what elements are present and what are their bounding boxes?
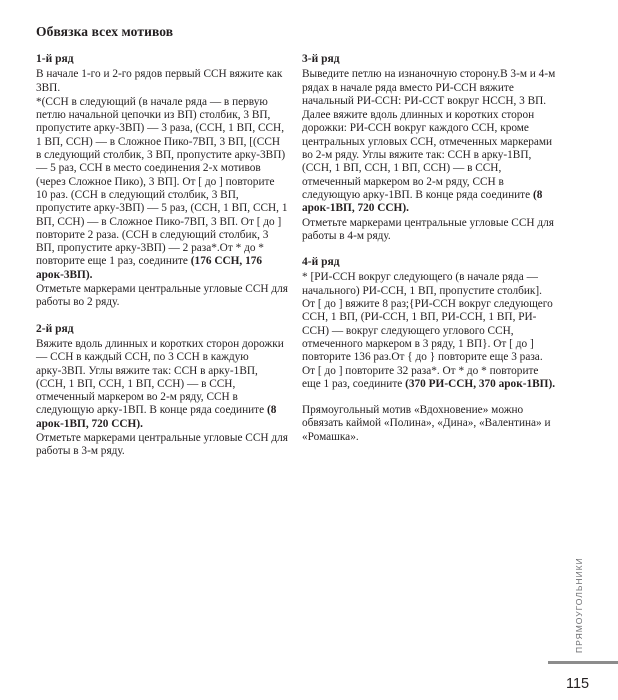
row-3-paragraph: Отметьте маркерами центральные угловые ССН для работы в 4-м ряду. [302,216,554,242]
paragraph-text: *(ССН в следующий (в начале ряда — в первую петлю начальной цепочки из ВП) столбик, 3 ВП, пропустите арку-3ВП) — 3 раза, (ССН, 1 ВП, ССН, 1 ВП, ССН) — в Сложное Пико-7ВП, 3 ВП, [(ССН в следующий столбик, 3 ВП, пропустите арку-3ВП) — 5 раз, ССН в место соединения 2-х мотивов (через Сложное Пико), 3 ВП]. От [ до ] повторите 10 раз. (ССН в следующий столбик, 3 ВП, пропустите арку-3ВП) — 5 раз, (ССН, 1 ВП, ССН, 1 ВП, ССН) — в Сложное Пико-7ВП, 3 ВП. От [ до ] повторите 2 раза. (ССН в следующий столбик, 3 ВП, пропустите арку-3ВП) — 2 раза*.От * до * повторите еще 1 раз, соедините [36,95,288,268]
row-1-section [36,53,288,310]
row-4-heading: 4-й ряд [302,256,340,269]
row-3-paragraph [302,109,556,215]
note-paragraph: Прямоугольный мотив «Вдохновение» можно обвязать каймой «Полина», «Дина», «Валентина» и «Ромашка». [302,404,551,443]
row-1-heading: 1-й ряд [36,53,74,65]
paragraph-text: * [РИ-ССН вокруг следующего (в начале ряда — начального) РИ-ССН, 1 ВП, пропустите столбик]. От [ до ] вяжите 8 раз;{РИ-ССН вокруг следующего ССН, 1 ВП, (РИ-ССН, 1 ВП, РИ-ССН, 1 ВП, РИ-ССН) — вокруг следующего углового ССН, отмеченного маркером в 3 ряду, 1 ВП}. От [ до ] повторите 136 раз.От { до } повторите еще 3 раза. От [ до ] повторите 32 раза*. От * до * повторите еще 1 раз, соедините [302,271,553,390]
row-2-heading: 2-й ряд [36,322,74,335]
page-number: 115 [566,676,590,692]
row-2-paragraph: Отметьте маркерами центральные угловые ССН для работы в 3-м ряду. [36,432,288,458]
stitch-count: (370 РИ-ССН, 370 арок-1ВП). [405,377,556,390]
row-1-paragraph: Отметьте маркерами центральные угловые ССН для работы во 2 ряду. [36,283,288,309]
paragraph-text: Далее вяжите вдоль длинных и коротких сторон дорожки: РИ-ССН вокруг каждого ССН, кроме центральных угловых ССН, отмеченных маркерами во 2-м ряду. Углы вяжите так: ССН в арку-1ВП, (ССН, 1 ВП, ССН, 1 ВП, ССН) — в ССН, отмеченный маркером во 2-м ряду, ССН в следующую арку-1ВП. В конце ряда соедините [302,109,553,201]
stitch-count: (8 арок-1ВП, 720 ССН). [36,404,277,430]
row-2-section [36,323,288,459]
stitch-count: (8 арок-1ВП, 720 ССН). [302,188,543,215]
left-column [36,53,288,472]
page-title: Обвязка всех мотивов [36,24,174,39]
row-3-paragraph: Выведите петлю на изнаночную сторону.В 3-м и 4-м рядах в начале ряда вместо РИ-ССН вяжите начальный РИ-ССН: РИ-ССТ вокруг НССН, 3 ВП. [302,68,556,107]
row-4-paragraph [302,271,556,391]
row-2-paragraph [36,338,288,431]
stitch-count: (176 ССН, 176 арок-3ВП). [36,255,263,281]
row-1-paragraph [36,96,288,282]
row-3-heading: 3-й ряд [302,53,340,65]
row-3-section [302,53,556,243]
chapter-side-label: ПРЯМОУГОЛЬНИКИ [574,557,584,653]
row-1-paragraph: В начале 1-го и 2-го рядов первый ССН вяжите как 3ВП. [36,68,283,94]
page-number-rule [548,661,618,664]
row-4-section [302,256,556,391]
note-section [302,404,556,444]
right-column [302,53,556,457]
paragraph-text: Вяжите вдоль длинных и коротких сторон дорожки — ССН в каждый ССН, по 3 ССН в каждую арку-3ВП. Углы вяжите так: ССН в арку-1ВП, (ССН, 1 ВП, ССН, 1 ВП, ССН) — в ССН, отмеченный маркером во 2-м ряду, ССН в следующую арку-1ВП. В конце ряда соедините [36,337,284,417]
